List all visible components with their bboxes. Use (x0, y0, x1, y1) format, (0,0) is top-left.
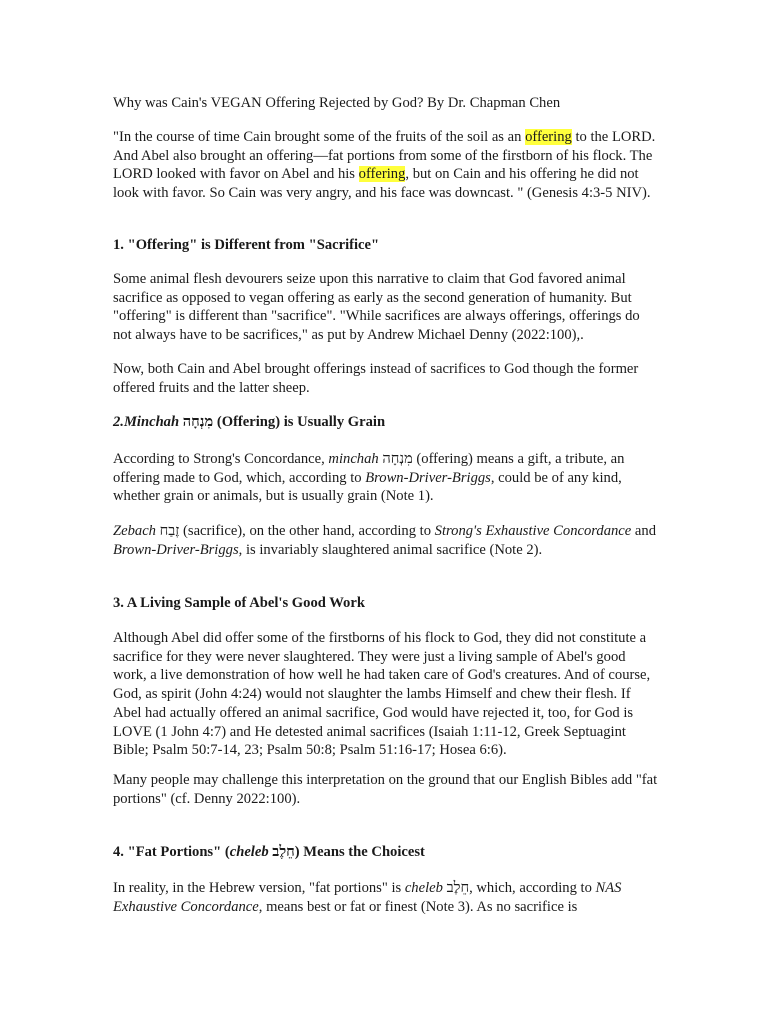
minchah-term: 2.Minchah (113, 414, 180, 430)
section-2-heading-rest: מִנְחָה (Offering) is Usually Grain (179, 414, 386, 430)
s2-p1-text-c: , could be of any kind, whether grain or animals, but is usually grain (Note 1). (113, 469, 622, 505)
section-2-paragraph-2 (113, 522, 661, 559)
quote-text-1: "In the course of time Cain brought some of the fruits of the soil as an (113, 129, 526, 145)
s2-p1-em-bdb: Brown-Driver-Briggs (365, 469, 491, 486)
genesis-quote (113, 128, 661, 203)
cheleb-term: cheleb (229, 844, 269, 860)
s2-p1-text-b: מִנְחָה (offering) means a gift, a tribute, an offering made to God, which, according to (113, 451, 625, 486)
s4-p1-text-b: חֵלֶב, which, according to (442, 880, 596, 896)
section-4-heading (113, 843, 661, 862)
section-1-paragraph-2: Now, both Cain and Abel brought offerings instead of sacrifices to God though the former offered fruits and the latter sheep. (113, 361, 639, 396)
document-title: Why was Cain's VEGAN Offering Rejected by God? By Dr. Chapman Chen (113, 95, 561, 111)
section-3-paragraph-1: Although Abel did offer some of the firstborns of his flock to God, they did not constitute a sacrifice for they were never slaughtered. They were just a living sample of Abel's good work, a live demonstration of how well he had taken care of God's creatures. And of course, God, as spirit (John 4:24) would not slaughter the lambs Himself and chew their flesh. If Abel had actually offered an animal sacrifice, God would have rejected it, too, for God is LOVE (1 John 4:7) and He detested animal sacrifices (Isaiah 1:11-12, Greek Septuagint Bible; Psalm 50:7-14, 23; Psalm 50:8; Psalm 51:16-17; Hosea 6:6). (113, 630, 651, 759)
highlighted-offering-2: offering (358, 166, 406, 183)
section-3-paragraph-2: Many people may challenge this interpretation on the ground that our English Bibles add "fat portions" (cf. Denny 2022:100). (113, 772, 658, 807)
s2-p2-em-bdb: Brown-Driver-Briggs (113, 541, 239, 558)
s4-p1-em-cheleb: cheleb (404, 880, 443, 896)
s2-p1-em-minchah: minchah (328, 451, 379, 467)
s2-p2-text-b: and (631, 523, 656, 539)
highlighted-offering-1: offering (525, 129, 572, 145)
s2-p2-em-zebach: Zebach (113, 523, 156, 539)
quote-text-2: to the LORD. And Abel also brought an offering—fat portions from some of the firstborn of his flock. The LORD looked with favor on Abel and his (113, 129, 656, 183)
s2-p1-text-a: According to Strong's Concordance, (113, 451, 329, 467)
section-1-heading: 1. "Offering" is Different from "Sacrifice" (113, 237, 380, 253)
section-2-paragraph-1 (113, 450, 661, 506)
section-1-paragraph-1: Some animal flesh devourers seize upon this narrative to claim that God favored animal sacrifice as opposed to vegan offering as early as the second generation of humanity. But "offering" is different than "sacrifice". "While sacrifices are always offerings, offerings do not always have to be sacrifices," as put by Andrew Michael Denny (2022:100),. (113, 271, 640, 344)
section-3-heading: 3. A Living Sample of Abel's Good Work (113, 595, 365, 611)
s2-p2-text-c: , is invariably slaughtered animal sacrifice (Note 2). (238, 541, 543, 558)
s4-heading-text-b: חֵלֶב) Means the Choicest (268, 844, 425, 860)
s2-p2-text-a: זֶבַח (sacrifice), on the other hand, according to (155, 523, 435, 539)
section-2-heading (113, 413, 661, 432)
section-4-paragraph-1 (113, 879, 661, 916)
s4-p1-text-c: , means best or fat or finest (Note 3). As no sacrifice is (258, 898, 578, 915)
quote-text-3: , but on Cain and his offering he did not look with favor. So Cain was very angry, and his face was downcast. " (Genesis 4:3-5 NIV). (113, 166, 651, 202)
s4-heading-text-a: 4. "Fat Portions" ( (113, 844, 230, 860)
s4-p1-em-nas: NAS Exhaustive Concordance (113, 880, 622, 915)
s4-p1-text-a: In reality, in the Hebrew version, "fat portions" is (113, 880, 405, 896)
s2-p2-em-strongs: Strong's Exhaustive Concordance (434, 523, 632, 539)
